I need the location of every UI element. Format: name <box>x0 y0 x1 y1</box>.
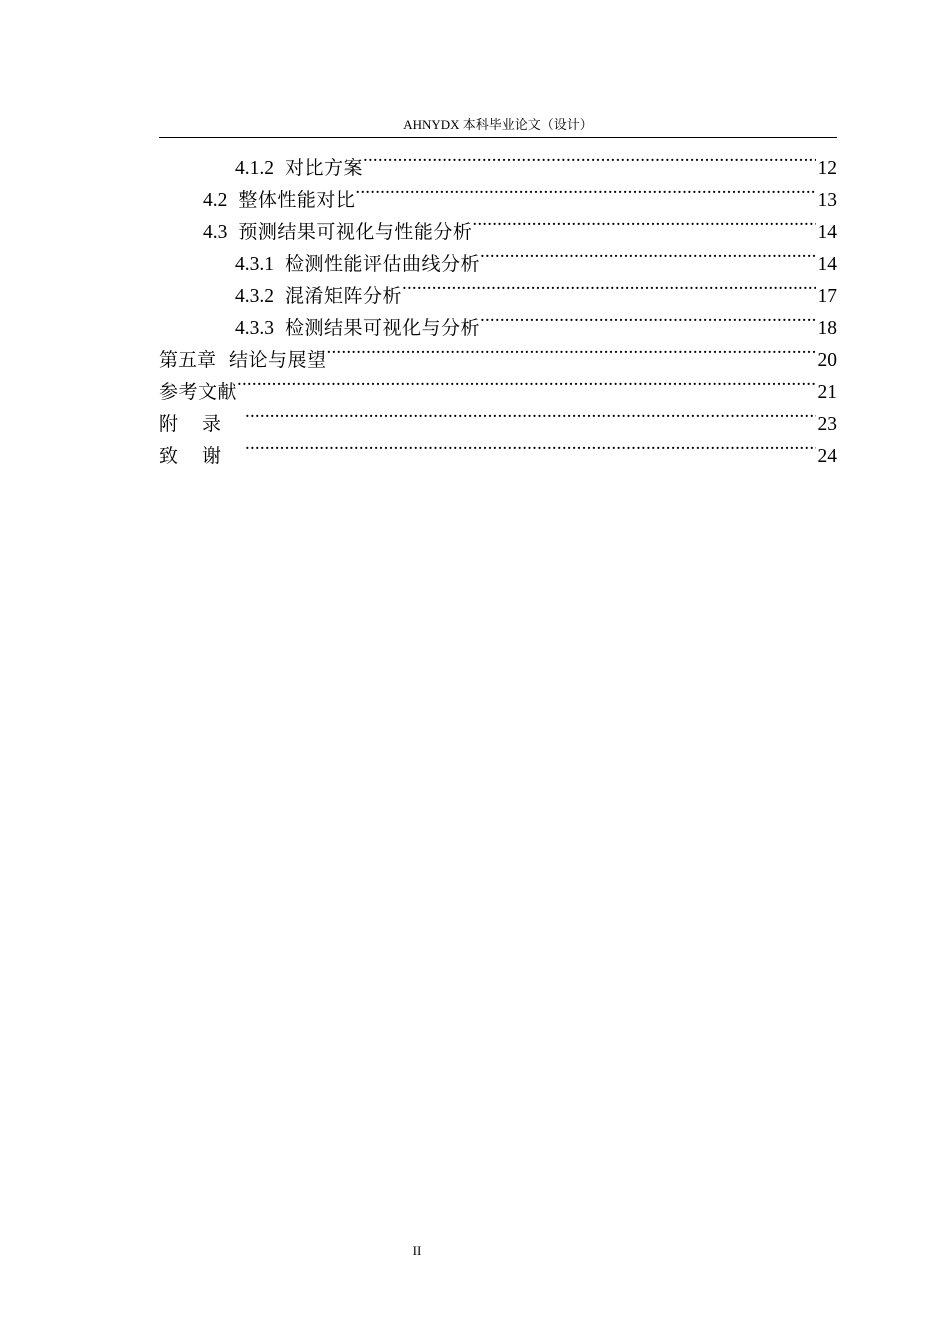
toc-dot-leader <box>472 206 815 238</box>
toc-entry-label: 致谢 <box>159 445 246 467</box>
toc-dot-leader <box>237 366 815 398</box>
toc-entry-number: 4.1.2 <box>235 158 274 179</box>
toc-entry-number: 4.3.1 <box>235 254 274 275</box>
toc-entry-page: 14 <box>816 249 838 281</box>
toc-entry-acknowledgements[interactable] <box>159 430 837 467</box>
toc-entry-page: 12 <box>816 153 838 185</box>
toc-entry-page: 17 <box>816 281 838 313</box>
toc-entry-number: 4.3.3 <box>235 318 274 339</box>
toc-entry-page: 21 <box>816 377 838 409</box>
toc-entry-page: 20 <box>816 345 838 377</box>
toc-entry-page: 18 <box>816 313 838 345</box>
toc-dot-leader <box>245 430 815 462</box>
header-rule <box>159 137 837 138</box>
toc-entry-label: 检测性能评估曲线分析 <box>285 253 481 275</box>
toc-dot-leader <box>480 302 815 334</box>
toc-entry-number: 4.2 <box>203 190 228 211</box>
toc-dot-leader <box>363 142 815 174</box>
toc-entry-label: 预测结果可视化与性能分析 <box>238 221 473 243</box>
toc-entry-label: 附录 <box>159 413 246 435</box>
page-number: II <box>412 1243 422 1258</box>
running-header: AHNYDX 本科毕业论文（设计） <box>403 117 593 132</box>
toc-dot-leader <box>480 238 815 270</box>
toc-entry-page: 24 <box>816 441 838 473</box>
toc-dot-leader <box>355 174 815 206</box>
toc-entry-label: 整体性能对比 <box>238 189 356 211</box>
toc-dot-leader <box>245 398 815 430</box>
toc-entry-label: 对比方案 <box>285 157 364 179</box>
table-of-contents <box>159 142 837 467</box>
toc-dot-leader <box>402 270 815 302</box>
toc-entry-appendix[interactable] <box>159 398 837 435</box>
toc-entry-page: 13 <box>816 185 838 217</box>
toc-entry-number: 4.3.2 <box>235 286 274 307</box>
toc-entry-label: 参考文献 <box>159 381 238 403</box>
toc-entry-number: 4.3 <box>203 222 228 243</box>
toc-entry-4-1-2[interactable] <box>159 142 837 179</box>
toc-entry-page: 23 <box>816 409 838 441</box>
toc-entry-label: 结论与展望 <box>229 349 327 371</box>
toc-entry-references[interactable] <box>159 366 837 403</box>
toc-entry-label: 混淆矩阵分析 <box>285 285 403 307</box>
toc-dot-leader <box>327 334 816 366</box>
toc-entry-page: 14 <box>816 217 838 249</box>
toc-entry-label: 检测结果可视化与分析 <box>285 317 481 339</box>
toc-entry-number: 第五章 <box>159 349 217 371</box>
